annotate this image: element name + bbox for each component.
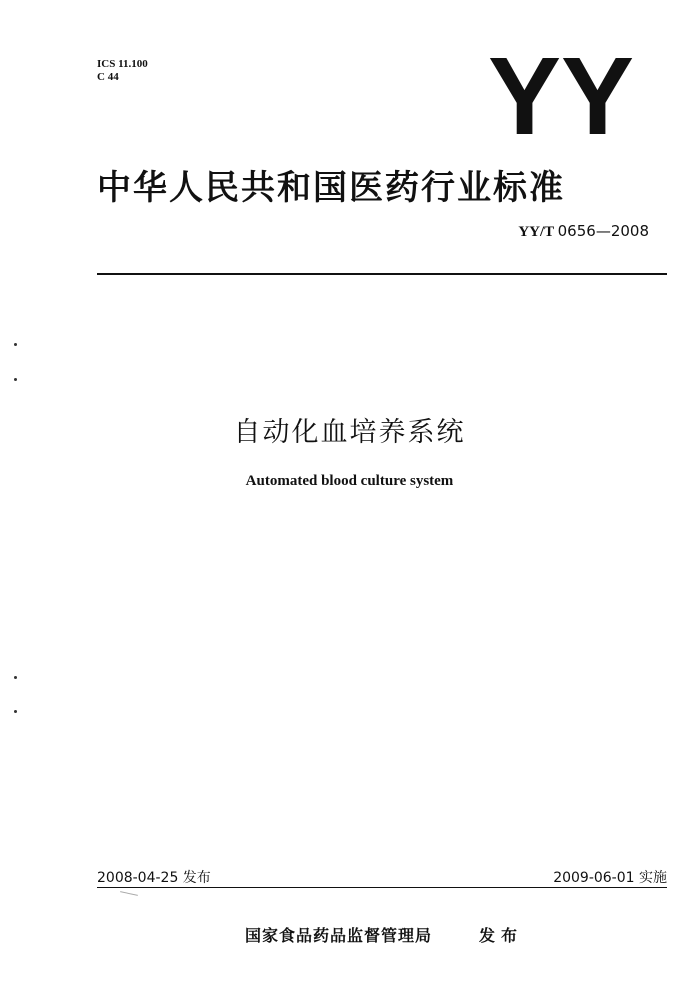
ccs-code: C 44: [97, 71, 119, 83]
org-title: 中华人民共和国医药行业标准: [97, 168, 565, 208]
standard-number: 0656—2008: [557, 222, 649, 240]
scan-mark: [120, 891, 138, 896]
document-title-cn: 自动化血培养系统: [233, 417, 466, 448]
header-rule: [97, 273, 667, 275]
standard-code: [518, 222, 649, 241]
margin-dot: [14, 343, 17, 346]
publish-date: 2008-04-25 发布: [97, 870, 211, 886]
classification-block: [97, 58, 148, 84]
yy-logo: [486, 50, 636, 140]
issuer-name: 国家食品药品监督管理局: [245, 926, 433, 945]
margin-dot: [14, 710, 17, 713]
issue-label: 发布: [479, 926, 524, 945]
margin-dot: [14, 676, 17, 679]
standard-prefix: YY/T: [518, 224, 554, 240]
ics-code: ICS 11.100: [97, 58, 148, 70]
margin-dot: [14, 378, 17, 381]
document-title-en: Automated blood culture system: [245, 473, 454, 489]
implement-date: 2009-06-01 实施: [553, 870, 667, 886]
footer-rule: [97, 887, 667, 888]
yy-logo-text: YY: [488, 50, 634, 140]
